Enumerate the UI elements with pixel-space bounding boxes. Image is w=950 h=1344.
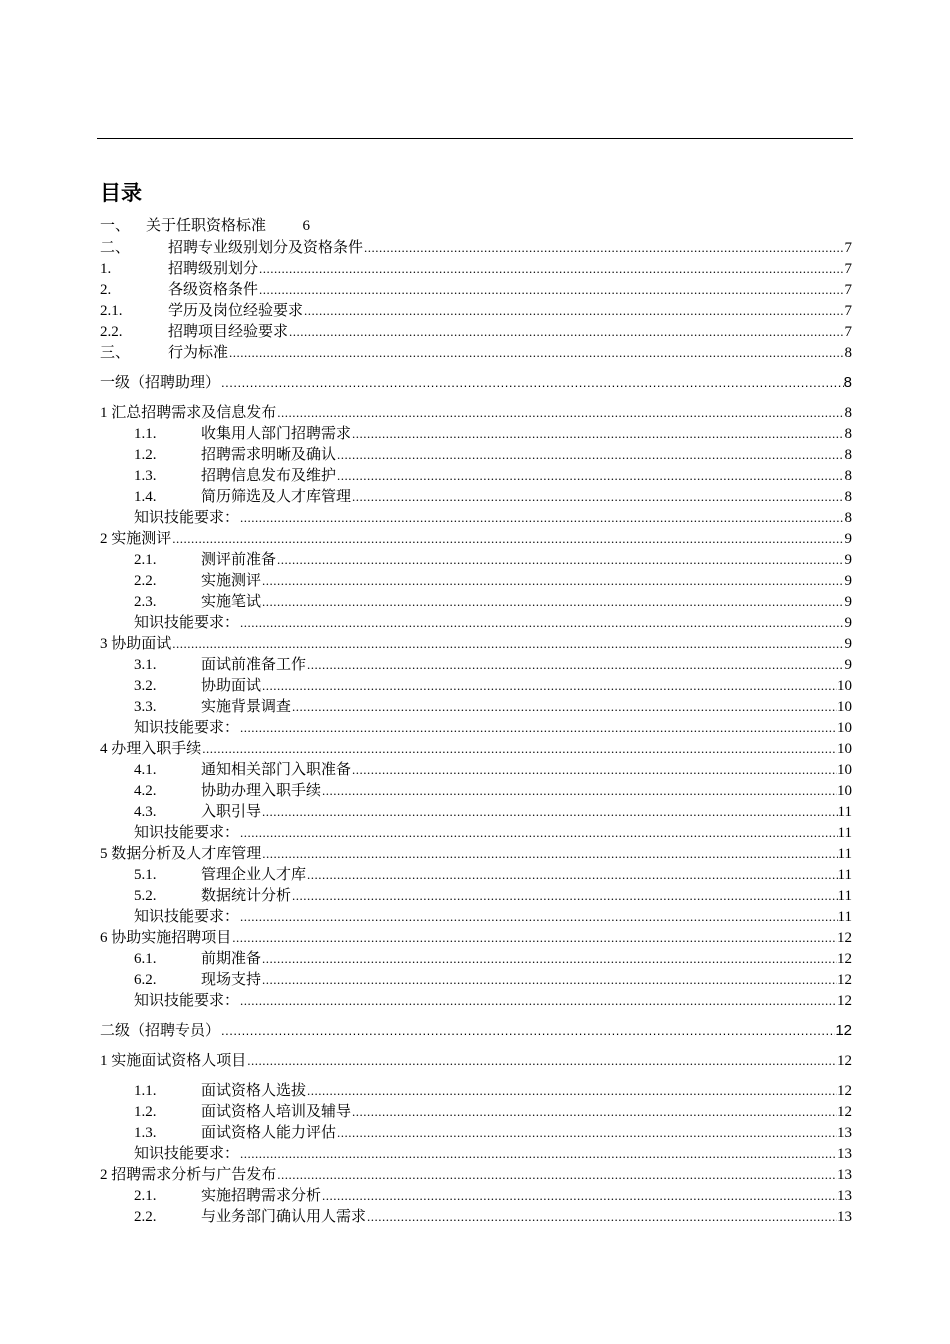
toc-dot-leader [351, 486, 844, 507]
toc-dot-leader [171, 633, 844, 654]
toc-entry[interactable] [100, 507, 852, 528]
toc-entry[interactable] [100, 549, 852, 570]
toc-entry-label: 5 数据分析及人才库管理 [100, 846, 262, 862]
toc-dot-leader [261, 591, 844, 612]
toc-page-number: 12 [837, 972, 852, 988]
toc-entry[interactable] [100, 633, 852, 654]
toc-entry-label: 招聘项目经验要求 [168, 324, 289, 340]
toc-page-number: 6 [302, 218, 311, 234]
toc-entry-label: 实施招聘需求分析 [201, 1188, 322, 1204]
toc-page-number: 8 [844, 489, 852, 505]
toc-entry[interactable] [100, 1050, 852, 1071]
toc-entry-number: 一、 [100, 218, 131, 234]
toc-page-number: 7 [844, 240, 852, 256]
toc-entry[interactable] [100, 591, 852, 612]
toc-entry-label: 二级（招聘专员） [100, 1022, 221, 1039]
toc-entry-number: 5.2. [134, 888, 157, 904]
toc-entry[interactable] [100, 570, 852, 591]
toc-entry-label: 知识技能要求： [134, 720, 240, 736]
toc-entry[interactable] [100, 969, 852, 990]
toc-entry-number: 4.3. [134, 804, 157, 820]
toc-page-number: 9 [844, 657, 852, 673]
toc-page-number: 7 [844, 282, 852, 298]
toc-entry[interactable] [100, 990, 852, 1011]
toc-entry[interactable] [100, 717, 852, 738]
toc-entry-number: 1.4. [134, 489, 157, 505]
toc-dot-leader [261, 969, 837, 990]
toc-dot-leader [288, 321, 844, 342]
toc-entry-label: 知识技能要求： [134, 510, 240, 526]
toc-entry[interactable] [100, 780, 852, 801]
toc-page-number: 13 [837, 1188, 852, 1204]
toc-dot-leader [261, 948, 837, 969]
toc-entry-label: 2 实施测评 [100, 531, 172, 547]
toc-entry[interactable] [100, 465, 852, 486]
toc-entry[interactable] [100, 801, 852, 822]
toc-dot-leader [246, 1050, 837, 1071]
toc-entry[interactable] [100, 402, 852, 423]
toc-entry-label: 协助办理入职手续 [201, 783, 322, 799]
toc-dot-leader [239, 822, 838, 843]
toc-entry-number: 3.3. [134, 699, 157, 715]
toc-page-number: 8 [844, 468, 852, 484]
toc-dot-leader [220, 372, 844, 393]
toc-page-number: 9 [844, 636, 852, 652]
toc-entry[interactable] [100, 1206, 852, 1227]
toc-entry[interactable] [100, 654, 852, 675]
toc-entry-label: 简历筛选及人才库管理 [201, 489, 352, 505]
toc-dot-leader [239, 1143, 837, 1164]
toc-entry[interactable] [100, 843, 852, 864]
toc-dot-leader [258, 258, 844, 279]
toc-entry-number: 3.2. [134, 678, 157, 694]
toc-page-number: 9 [844, 615, 852, 631]
toc-entry-label: 招聘信息发布及维护 [201, 468, 337, 484]
toc-dot-leader [351, 1101, 837, 1122]
toc-entry-label: 入职引导 [201, 804, 262, 820]
toc-page-number: 10 [837, 762, 852, 778]
toc-dot-leader [239, 906, 838, 927]
toc-dot-leader [220, 1020, 835, 1041]
toc-entry[interactable] [100, 1122, 852, 1143]
toc-entry-number: 1.2. [134, 447, 157, 463]
toc-entry-number: 4.2. [134, 783, 157, 799]
toc-entry[interactable] [100, 321, 852, 342]
toc-page-number: 9 [844, 573, 852, 589]
toc-entry[interactable] [100, 486, 852, 507]
toc-entry-number: 1. [100, 261, 112, 277]
toc-dot-leader [291, 885, 838, 906]
toc-entry[interactable] [100, 1185, 852, 1206]
toc-entry-label: 学历及岗位经验要求 [168, 303, 304, 319]
toc-dot-leader [201, 738, 837, 759]
toc-entry-number: 2.2. [134, 1209, 157, 1225]
toc-entry-label: 知识技能要求： [134, 615, 240, 631]
toc-entry-number: 2.1. [134, 1188, 157, 1204]
toc-entry[interactable] [100, 822, 852, 843]
toc-entry-number: 1.3. [134, 468, 157, 484]
toc-entry-label: 收集用人部门招聘需求 [201, 426, 352, 442]
toc-dot-leader [261, 843, 837, 864]
toc-entry[interactable] [100, 675, 852, 696]
toc-page-number: 10 [837, 741, 852, 757]
toc-entry-label: 面试资格人培训及辅导 [201, 1104, 352, 1120]
toc-entry[interactable] [100, 1101, 852, 1122]
toc-page-number: 13 [837, 1209, 852, 1225]
toc-entry-label: 知识技能要求： [134, 825, 240, 841]
toc-page-number: 8 [844, 510, 852, 526]
toc-page-number: 8 [844, 345, 852, 361]
toc-entry-label: 各级资格条件 [168, 282, 259, 298]
toc-dot-leader [336, 444, 844, 465]
toc-entry[interactable] [100, 906, 852, 927]
toc-dot-leader [276, 402, 844, 423]
toc-entry-number: 6.2. [134, 972, 157, 988]
toc-dot-leader [351, 759, 837, 780]
toc-entry[interactable] [100, 1143, 852, 1164]
toc-entry-label: 测评前准备 [201, 552, 277, 568]
toc-entry-label: 招聘需求明晰及确认 [201, 447, 337, 463]
toc-dot-leader [239, 507, 844, 528]
toc-entry-number: 2. [100, 282, 112, 298]
toc-entry[interactable] [100, 1164, 852, 1185]
toc-page-number: 12 [837, 1104, 852, 1120]
toc-page-number: 7 [844, 303, 852, 319]
toc-page-number: 10 [837, 783, 852, 799]
toc-entry-label: 现场支持 [201, 972, 262, 988]
toc-entry[interactable] [100, 1080, 852, 1101]
toc-entry[interactable] [100, 342, 852, 363]
toc-entry[interactable] [100, 258, 852, 279]
toc-entry[interactable] [100, 759, 852, 780]
toc-entry-label: 知识技能要求： [134, 1146, 240, 1162]
toc-dot-leader [276, 1164, 837, 1185]
toc-page-number: 10 [837, 678, 852, 694]
toc-page-number: 11 [837, 825, 852, 841]
toc-entry[interactable] [100, 948, 852, 969]
toc-dot-leader [303, 300, 844, 321]
toc-page-number: 8 [844, 405, 852, 421]
toc-entry-label: 数据统计分析 [201, 888, 292, 904]
toc-entry[interactable] [100, 279, 852, 300]
toc-entry[interactable] [100, 864, 852, 885]
toc-entry-number: 2.1. [134, 552, 157, 568]
toc-page-number: 12 [835, 1022, 852, 1039]
toc-dot-leader [276, 549, 844, 570]
toc-entry-label: 招聘级别划分 [168, 261, 259, 277]
toc-entry-number: 二、 [100, 240, 131, 256]
toc-entry[interactable] [100, 885, 852, 906]
toc-entry-label: 管理企业人才库 [201, 867, 307, 883]
toc-entry-label: 2 招聘需求分析与广告发布 [100, 1167, 277, 1183]
toc-entry-label: 3 协助面试 [100, 636, 172, 652]
toc-dot-leader [306, 864, 838, 885]
toc-entry-label: 面试资格人选拔 [201, 1083, 307, 1099]
toc-dot-leader [363, 237, 844, 258]
toc-dot-leader [231, 927, 837, 948]
toc-entry[interactable] [100, 444, 852, 465]
toc-entry-label: 面试资格人能力评估 [201, 1125, 337, 1141]
toc-entry-label: 协助面试 [201, 678, 262, 694]
toc-entry[interactable] [100, 372, 852, 393]
toc-entry[interactable] [100, 216, 852, 237]
toc-entry-number: 2.2. [100, 324, 123, 340]
toc-page-number: 10 [837, 720, 852, 736]
toc-page-number: 11 [837, 846, 852, 862]
toc-dot-leader [261, 675, 837, 696]
toc-dot-leader [321, 1185, 837, 1206]
toc-entry-label: 知识技能要求： [134, 909, 240, 925]
toc-entry-number: 1.1. [134, 426, 157, 442]
toc-dot-leader [351, 423, 844, 444]
toc-dot-leader [261, 801, 838, 822]
toc-title: 目录 [100, 182, 142, 205]
toc-entry-label: 面试前准备工作 [201, 657, 307, 673]
toc-page-number: 7 [844, 324, 852, 340]
toc-page-number: 9 [844, 552, 852, 568]
toc-entry-label: 实施测评 [201, 573, 262, 589]
toc-page-number: 12 [837, 993, 852, 1009]
toc-entry-label: 通知相关部门入职准备 [201, 762, 352, 778]
toc-entry-number: 2.3. [134, 594, 157, 610]
toc-dot-leader [306, 654, 844, 675]
toc-page-number: 12 [837, 1053, 852, 1069]
toc-entry-number: 4.1. [134, 762, 157, 778]
toc-entry[interactable] [100, 696, 852, 717]
toc-dot-leader [239, 990, 837, 1011]
table-of-contents [100, 216, 852, 1227]
toc-dot-leader [291, 696, 837, 717]
toc-page-number: 10 [837, 699, 852, 715]
toc-entry-number: 1.1. [134, 1083, 157, 1099]
toc-entry[interactable] [100, 612, 852, 633]
toc-dot-leader [239, 612, 844, 633]
toc-entry-number: 6.1. [134, 951, 157, 967]
toc-page-number: 11 [837, 888, 852, 904]
toc-dot-leader [228, 342, 844, 363]
toc-entry[interactable] [100, 927, 852, 948]
toc-page-number: 12 [837, 930, 852, 946]
toc-entry-label: 招聘专业级别划分及资格条件 [168, 240, 364, 256]
toc-entry-number: 三、 [100, 345, 131, 361]
toc-page-number: 11 [837, 804, 852, 820]
toc-entry-label: 一级（招聘助理） [100, 374, 221, 391]
toc-entry-label: 行为标准 [168, 345, 229, 361]
toc-page-number: 13 [837, 1146, 852, 1162]
toc-page-number: 11 [837, 909, 852, 925]
toc-entry[interactable] [100, 423, 852, 444]
toc-entry-label: 实施背景调查 [201, 699, 292, 715]
toc-dot-leader [261, 570, 844, 591]
toc-entry-label: 实施笔试 [201, 594, 262, 610]
toc-entry[interactable] [100, 528, 852, 549]
toc-entry-label: 前期准备 [201, 951, 262, 967]
toc-page-number: 9 [844, 531, 852, 547]
toc-page-number: 12 [837, 951, 852, 967]
toc-page-number: 12 [837, 1083, 852, 1099]
toc-entry-label: 6 协助实施招聘项目 [100, 930, 232, 946]
toc-entry-number: 2.1. [100, 303, 123, 319]
toc-entry-number: 2.2. [134, 573, 157, 589]
toc-dot-leader [239, 717, 837, 738]
toc-entry[interactable] [100, 1020, 852, 1041]
toc-entry-number: 3.1. [134, 657, 157, 673]
toc-dot-leader [171, 528, 844, 549]
toc-entry-number: 5.1. [134, 867, 157, 883]
toc-dot-leader [366, 1206, 837, 1227]
toc-entry-label: 1 实施面试资格人项目 [100, 1053, 247, 1069]
toc-page-number: 7 [844, 261, 852, 277]
toc-page-number: 13 [837, 1167, 852, 1183]
toc-page-number: 13 [837, 1125, 852, 1141]
toc-entry[interactable] [100, 300, 852, 321]
toc-page-number: 8 [844, 447, 852, 463]
toc-entry-number: 1.3. [134, 1125, 157, 1141]
toc-dot-leader [321, 780, 837, 801]
toc-page-number: 9 [844, 594, 852, 610]
toc-page-number: 11 [837, 867, 852, 883]
toc-page-number: 8 [844, 426, 852, 442]
toc-dot-leader [258, 279, 844, 300]
toc-entry[interactable] [100, 237, 852, 258]
toc-entry-label: 1 汇总招聘需求及信息发布 [100, 405, 277, 421]
toc-entry-label: 知识技能要求： [134, 993, 240, 1009]
toc-entry-label: 关于任职资格标准 [146, 218, 267, 234]
toc-page-number: 8 [843, 374, 852, 391]
toc-dot-leader [336, 465, 844, 486]
toc-entry-label: 4 办理入职手续 [100, 741, 202, 757]
toc-dot-leader [306, 1080, 837, 1101]
toc-entry-number: 1.2. [134, 1104, 157, 1120]
header-rule [97, 138, 853, 139]
toc-entry-label: 与业务部门确认用人需求 [201, 1209, 367, 1225]
toc-entry[interactable] [100, 738, 852, 759]
toc-dot-leader [336, 1122, 837, 1143]
